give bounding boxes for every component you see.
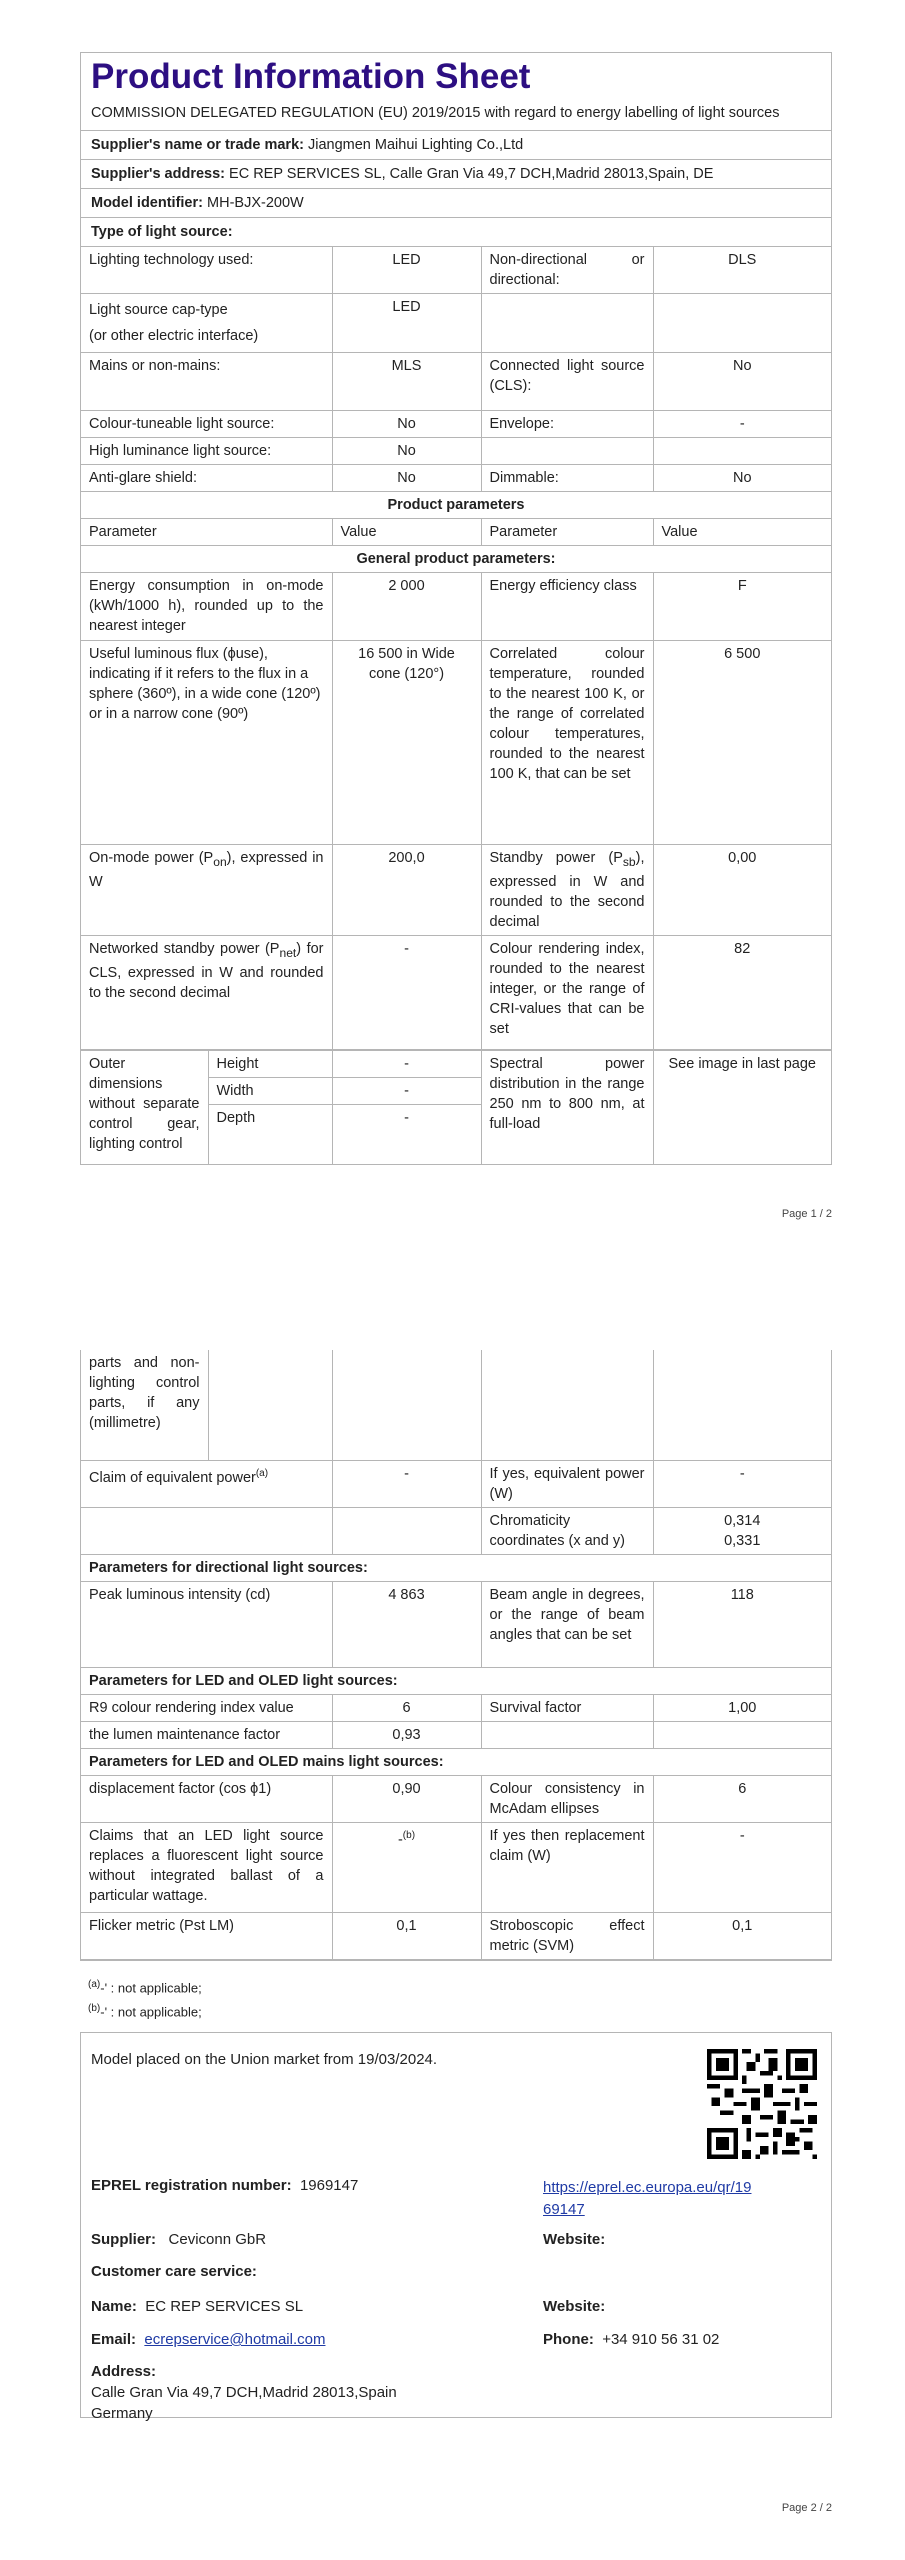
eprel-number: 1969147 (299, 2177, 359, 2194)
onmode-power-label (81, 845, 332, 936)
param-label: Energy consumption in on-mode (kWh/1000 h), rounded up to the nearest integer (81, 573, 332, 641)
param-label: High luminance light source: (81, 438, 332, 465)
footnote-marker: (a) (88, 1979, 101, 1990)
r9-value: 6 (332, 1694, 481, 1721)
empty-cell (481, 1721, 653, 1748)
replacement-claim-label: If yes then replacement claim (W) (481, 1822, 653, 1912)
empty-cell (653, 1350, 831, 1460)
phone-label: Phone: (543, 2331, 594, 2348)
table-row (81, 1050, 831, 1077)
continuation-table (81, 1350, 831, 1461)
website-label (543, 2231, 605, 2248)
dimension-value: - (332, 1077, 481, 1104)
stroboscopic-label: Stroboscopic effect metric (SVM) (481, 1912, 653, 1959)
spd-value: See image in last page (653, 1050, 831, 1164)
eprel-row (91, 2177, 358, 2194)
table-row (81, 573, 831, 641)
table-row (81, 1581, 831, 1667)
survival-value: 1,00 (653, 1694, 831, 1721)
empty-cell (81, 1507, 332, 1554)
page1-sheet (80, 52, 832, 1165)
dimension-name: Width (208, 1077, 332, 1104)
table-row (81, 641, 831, 845)
supplier-address-row (81, 159, 831, 188)
label-part: ), expressed in W and rounded to the second decimal (489, 850, 645, 930)
beam-angle-value: 118 (653, 1581, 831, 1667)
empty-cell (653, 1721, 831, 1748)
param-value: 2 000 (332, 573, 481, 641)
website-label-text: Website: (543, 2231, 606, 2248)
table-row (81, 492, 831, 519)
table-row (81, 1554, 831, 1581)
networked-standby-value: - (332, 935, 481, 1049)
flicker-label: Flicker metric (Pst LM) (81, 1912, 332, 1959)
table-row (81, 353, 831, 411)
table-row (81, 411, 831, 438)
claim-equivalent-value: - (332, 1461, 481, 1508)
footnote-marker: (a) (255, 1467, 269, 1479)
param-value: No (332, 411, 481, 438)
footnote-b (88, 2000, 202, 2021)
supplier-row (91, 2231, 266, 2248)
column-header-parameter: Parameter (481, 519, 653, 546)
dimensions-label: Outer dimensions without separate control gear, lighting control (81, 1050, 208, 1164)
market-date-text: Model placed on the Union market from 19/03/2024. (91, 2051, 438, 2068)
beam-angle-label: Beam angle in degrees, or the range of beam angles that can be set (481, 1581, 653, 1667)
label-part: Claim of equivalent power (89, 1469, 256, 1486)
table-row (81, 845, 831, 936)
table-row (81, 1667, 831, 1694)
displacement-label: displacement factor (cos ϕ1) (81, 1775, 332, 1822)
footnote-text: -' : not applicable; (100, 2004, 202, 2020)
param-value: No (653, 465, 831, 492)
footnote-text: -' : not applicable; (100, 1980, 202, 1996)
product-params-heading: Product parameters (81, 492, 831, 519)
chromaticity-label: Chromaticity coordinates (x and y) (481, 1507, 653, 1554)
param-value: LED (332, 247, 481, 294)
dimension-name: Height (208, 1050, 332, 1077)
type-heading: Type of light source: (81, 217, 831, 246)
column-header-value: Value (653, 519, 831, 546)
label-subscript: net (279, 945, 297, 960)
qr-code-icon[interactable] (707, 2049, 817, 2159)
param-label: Connected light source (CLS): (481, 353, 653, 411)
equivalent-power-value: - (653, 1461, 831, 1508)
table-row (81, 1748, 831, 1775)
supplier-label: Supplier: (91, 2231, 157, 2248)
param-value (653, 294, 831, 353)
table-row (81, 465, 831, 492)
model-identifier: MH-BJX-200W (207, 195, 304, 211)
spd-label: Spectral power distribution in the range 250 nm to 800 nm, at full-load (481, 1050, 653, 1164)
name-label: Name: (91, 2298, 137, 2315)
footnote-marker: (b) (402, 1829, 416, 1841)
supplier-address: EC REP SERVICES SL, Calle Gran Via 49,7 DCH,Madrid 28013,Spain, DE (229, 166, 714, 182)
dimension-name: Depth (208, 1104, 332, 1164)
peak-intensity-label: Peak luminous intensity (cd) (81, 1581, 332, 1667)
name-row (91, 2298, 303, 2315)
table-row (81, 294, 831, 353)
stroboscopic-value: 0,1 (653, 1912, 831, 1959)
param-value: 16 500 in Wide cone (120°) (332, 641, 481, 845)
email-label: Email: (91, 2331, 137, 2348)
table-row (81, 1912, 831, 1959)
param-value: MLS (332, 353, 481, 411)
param-label: Dimmable: (481, 465, 653, 492)
table-row (81, 1694, 831, 1721)
eprel-link-line[interactable]: 69147 (543, 2201, 585, 2218)
eprel-link[interactable] (543, 2177, 751, 2221)
equivalent-power-label: If yes, equivalent power (W) (481, 1461, 653, 1508)
param-label: Non-directional or directional: (481, 247, 653, 294)
supplier-address-label: Supplier's address: (91, 166, 225, 182)
param-value: No (653, 353, 831, 411)
param-label: Anti-glare shield: (81, 465, 332, 492)
networked-standby-label (81, 935, 332, 1049)
param-label: Correlated colour temperature, rounded to the nearest 100 K, or the range of correlated colour temperatures, rounded to the nearest 100 K, that can be set (481, 641, 653, 845)
address-line: Germany (91, 2405, 153, 2422)
param-value: No (332, 438, 481, 465)
name-value: EC REP SERVICES SL (145, 2298, 304, 2315)
phone-value: +34 910 56 31 02 (602, 2331, 720, 2348)
table-row (81, 1822, 831, 1912)
chromaticity-y: 0,331 (724, 1532, 761, 1549)
led-heading: Parameters for LED and OLED light sources: (81, 1667, 831, 1694)
claims-value (332, 1822, 481, 1912)
flicker-value: 0,1 (332, 1912, 481, 1959)
page-number: Page 2 / 2 (781, 2502, 832, 2514)
empty-cell (208, 1350, 332, 1460)
eprel-link-line[interactable]: https://eprel.ec.europa.eu/qr/19 (543, 2179, 752, 2196)
supplier-name: Jiangmen Maihui Lighting Co.,Ltd (308, 137, 524, 153)
footnote-a (88, 1976, 202, 1997)
type-table (81, 246, 831, 1050)
param-value: LED (332, 294, 481, 353)
website-label-text: Website: (543, 2298, 606, 2315)
lumen-maintenance-value: 0,93 (332, 1721, 481, 1748)
table-row (81, 247, 831, 294)
label-part: On-mode power (P (89, 850, 214, 866)
table-row (81, 1721, 831, 1748)
dimensions-label-continued: parts and non-lighting control parts, if any (millimetre) (81, 1350, 208, 1460)
page2-table (81, 1461, 831, 1960)
footnote-marker: (b) (88, 2003, 101, 2014)
empty-cell (332, 1507, 481, 1554)
label-part: ) for CLS, expressed in W and rounded to the second decimal (89, 940, 324, 1001)
page-title: Product Information Sheet (91, 57, 531, 96)
table-row (81, 438, 831, 465)
chromaticity-value (653, 1507, 831, 1554)
standby-power-value: 0,00 (653, 845, 831, 936)
supplier-name-label: Supplier's name or trade mark: (91, 137, 304, 153)
table-row (81, 1507, 831, 1554)
eprel-label: EPREL registration number: (91, 2177, 292, 2194)
address-line: Calle Gran Via 49,7 DCH,Madrid 28013,Spain (91, 2384, 397, 2401)
table-row (81, 1350, 831, 1460)
param-value: No (332, 465, 481, 492)
label-part: ), expressed in W (89, 850, 324, 890)
param-label: Envelope: (481, 411, 653, 438)
standby-power-label (481, 845, 653, 936)
column-header-parameter: Parameter (81, 519, 332, 546)
dimension-value: - (332, 1050, 481, 1077)
model-label: Model identifier: (91, 195, 203, 211)
customer-care-text: Customer care service: (91, 2263, 257, 2280)
empty-cell (332, 1350, 481, 1460)
mains-heading: Parameters for LED and OLED mains light sources: (81, 1748, 831, 1775)
table-header-row (81, 519, 831, 546)
survival-label: Survival factor (481, 1694, 653, 1721)
label-part: Networked standby power (P (89, 940, 280, 957)
param-label: Lighting technology used: (81, 247, 332, 294)
param-value: - (653, 411, 831, 438)
website-label-2 (543, 2298, 605, 2315)
colour-consistency-value: 6 (653, 1775, 831, 1822)
param-label: Useful luminous flux (ϕuse), indicating if it refers to the flux in a sphere (360º), in a wide cone (120º) or in a narrow cone (90º) (81, 641, 332, 845)
param-label: Energy efficiency class (481, 573, 653, 641)
supplier-info-box (80, 2032, 832, 2422)
param-value: 6 500 (653, 641, 831, 845)
param-label (481, 294, 653, 353)
supplier-name-row (81, 130, 831, 159)
param-value: DLS (653, 247, 831, 294)
page-number: Page 1 / 2 (781, 1208, 832, 1220)
dimensions-table (81, 1050, 831, 1165)
address-block (91, 2361, 397, 2424)
table-row (81, 546, 831, 573)
peak-intensity-value: 4 863 (332, 1581, 481, 1667)
model-row (81, 188, 831, 217)
param-value: F (653, 573, 831, 641)
table-row (81, 935, 831, 1049)
claim-equivalent-label (81, 1461, 332, 1508)
param-label: Colour-tuneable light source: (81, 411, 332, 438)
lumen-maintenance-label: the lumen maintenance factor (81, 1721, 332, 1748)
onmode-power-value: 200,0 (332, 845, 481, 936)
displacement-value: 0,90 (332, 1775, 481, 1822)
table-row (81, 1775, 831, 1822)
replacement-claim-value: - (653, 1822, 831, 1912)
label-subscript: on (213, 854, 227, 869)
empty-cell (481, 1350, 653, 1460)
label-subscript: sb (622, 854, 636, 869)
table-row (81, 1461, 831, 1508)
email-link[interactable]: ecrepservice@hotmail.com (144, 2331, 326, 2348)
chromaticity-x: 0,314 (724, 1512, 761, 1529)
param-value (653, 438, 831, 465)
param-label (481, 438, 653, 465)
param-label: Light source cap-type (or other electric interface) (81, 294, 332, 353)
supplier-value: Ceviconn GbR (168, 2231, 267, 2248)
value-part: - (397, 1831, 403, 1848)
phone-row (543, 2331, 719, 2348)
regulation-subtitle: COMMISSION DELEGATED REGULATION (EU) 2019/2015 with regard to energy labelling of light sources (91, 105, 780, 121)
label-part: Standby power (P (489, 850, 623, 866)
column-header-value: Value (332, 519, 481, 546)
colour-consistency-label: Colour consistency in McAdam ellipses (481, 1775, 653, 1822)
param-label: Mains or non-mains: (81, 353, 332, 411)
r9-label: R9 colour rendering index value (81, 1694, 332, 1721)
address-label: Address: (91, 2363, 157, 2380)
claims-label: Claims that an LED light source replaces a fluorescent light source without integrated ballast of a particular wattage. (81, 1822, 332, 1912)
email-row (91, 2331, 325, 2348)
cri-label: Colour rendering index, rounded to the nearest integer, or the range of CRI-values that can be set (481, 935, 653, 1049)
general-params-heading: General product parameters: (81, 546, 831, 573)
dimension-value: - (332, 1104, 481, 1164)
directional-heading: Parameters for directional light sources: (81, 1554, 831, 1581)
cri-value: 82 (653, 935, 831, 1049)
customer-care-label (91, 2263, 257, 2280)
page2-sheet (80, 1350, 832, 1961)
